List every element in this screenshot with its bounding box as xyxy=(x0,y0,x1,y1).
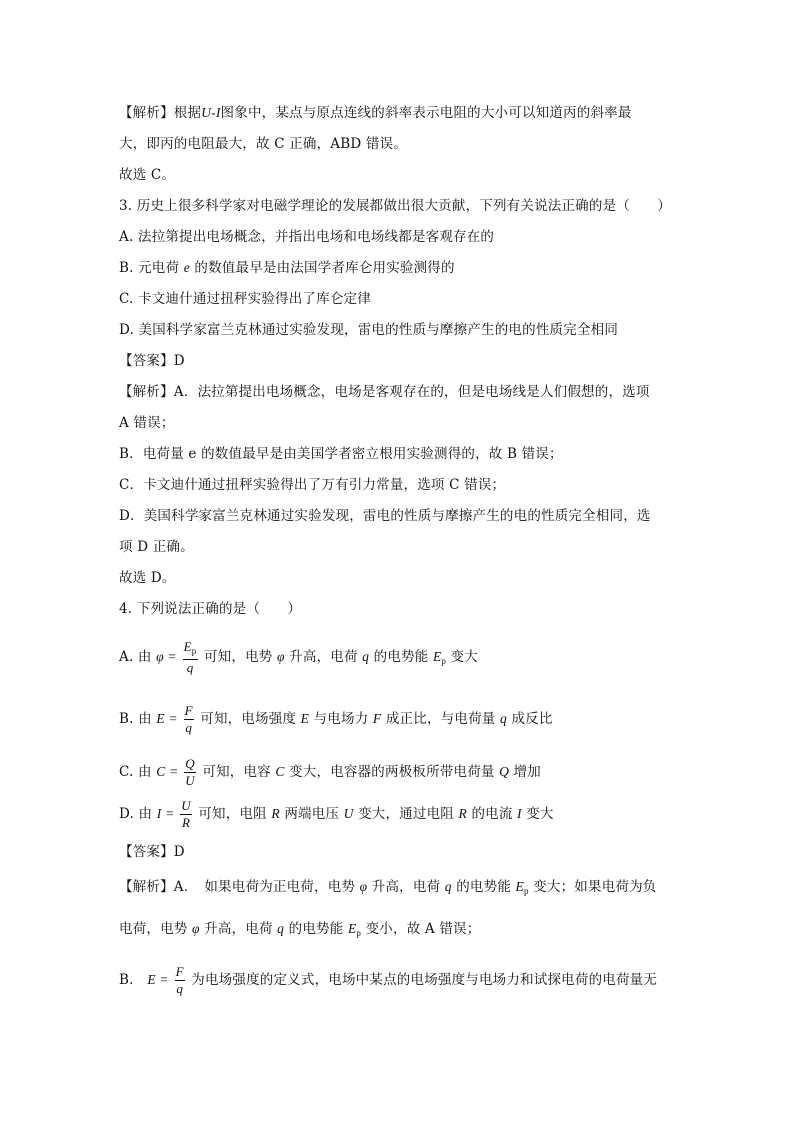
question-4-analysis-a-1 xyxy=(119,878,657,900)
text-segment: 的数值最早是由法国学者库仑用实验测得的 xyxy=(194,260,455,276)
text-segment: A. 由 xyxy=(119,649,152,665)
question-3-analysis-d-1: D．美国科学家富兰克林通过实验发现，雷电的性质与摩擦产生的电的性质完全相同，选 xyxy=(119,508,651,524)
text-segment: 成正比，与电荷量 xyxy=(385,711,496,727)
fraction-f-over-q xyxy=(175,965,185,996)
fraction-denominator: U xyxy=(185,773,195,788)
fraction-denominator: q xyxy=(186,660,194,675)
fraction-denominator: q xyxy=(185,720,193,735)
text-segment: 变大 xyxy=(450,649,478,665)
u-symbol: U xyxy=(343,806,354,821)
question-3-select: 故选 D。 xyxy=(119,570,176,586)
text-segment: B. 由 xyxy=(119,711,152,727)
analysis-line-2: 大，即丙的电阻最大，故 C 正确，ABD 错误。 xyxy=(119,136,407,152)
text-segment: 的电势能 xyxy=(373,649,429,665)
r-symbol: R xyxy=(458,806,467,821)
q-symbol: q xyxy=(277,921,285,936)
equals-sign: = xyxy=(165,806,174,821)
question-3-analysis-c: C．卡文迪什通过扭秤实验得出了万有引力常量，选项 C 错误； xyxy=(119,477,506,493)
text-segment: 变大 xyxy=(526,806,554,822)
r-symbol: R xyxy=(271,806,280,821)
fraction-numerator: F xyxy=(175,964,184,979)
question-3-answer: 【答案】D xyxy=(119,353,185,369)
question-3-option-b xyxy=(119,259,455,277)
text-segment: 升高，电荷 xyxy=(371,879,441,895)
question-4-stem: 4. 下列说法正确的是（ ） xyxy=(119,601,302,617)
text-segment: 升高，电荷 xyxy=(204,921,273,937)
ui-symbol: U-I xyxy=(201,105,221,120)
equals-sign: = xyxy=(160,972,169,987)
question-4-option-b xyxy=(119,699,553,739)
fraction-numerator: Q xyxy=(185,756,195,771)
question-4-option-c xyxy=(119,752,541,792)
text-segment: 变大，电容器的两极板所带电荷量 xyxy=(289,764,495,780)
text-segment: 【解析】A． 如果电荷为正电荷，电势 xyxy=(119,879,356,895)
fraction-u-over-r xyxy=(180,799,192,830)
text-segment: 可知，电势 xyxy=(204,649,273,665)
text-segment: B. 元电荷 xyxy=(119,260,180,276)
question-4-answer: 【答案】D xyxy=(119,844,185,860)
text-segment: 的电势能 xyxy=(456,879,512,895)
q-symbol: q xyxy=(444,879,452,894)
analysis-line-1 xyxy=(119,104,632,122)
text-segment: 变大；如果电荷为负 xyxy=(533,879,657,895)
i-symbol: I xyxy=(517,806,522,821)
phi-symbol: φ xyxy=(359,879,368,894)
e-symbol: e xyxy=(183,260,190,275)
text-segment: 变大，通过电阻 xyxy=(358,806,454,822)
text-segment: C. 由 xyxy=(119,764,152,780)
question-4-analysis-b xyxy=(119,960,657,1000)
ep-symbol: $E_p$ xyxy=(432,649,447,666)
phi-symbol: φ xyxy=(156,649,164,664)
question-3-analysis-a-2: A 错误； xyxy=(119,415,175,431)
question-4-option-d xyxy=(119,794,554,834)
question-4-option-a xyxy=(119,637,478,677)
fraction-numerator: U xyxy=(181,798,191,813)
fraction-numerator: $E_p$ xyxy=(183,640,198,660)
i-symbol: I xyxy=(156,806,162,821)
text-segment: 的电流 xyxy=(471,806,513,822)
select-answer-prev: 故选 C。 xyxy=(119,167,176,183)
text-segment: 图象中，某点与原点连线的斜率表示电阻的大小可以知道丙的斜率最 xyxy=(220,105,632,121)
equals-sign: = xyxy=(168,649,177,664)
text-segment: 可知，电场强度 xyxy=(200,711,297,727)
text-segment: 可知，电阻 xyxy=(198,806,267,822)
c-symbol: C xyxy=(275,764,285,779)
phi-symbol: φ xyxy=(277,649,285,664)
text-segment: B． xyxy=(119,972,143,988)
question-3-option-d: D. 美国科学家富兰克林通过实验发现，雷电的性质与摩擦产生的电的性质完全相同 xyxy=(119,322,619,338)
question-3-option-a: A. 法拉第提出电场概念，并指出电场和电场线都是客观存在的 xyxy=(119,229,495,245)
e-symbol: E xyxy=(156,711,165,726)
ep-symbol: $E_p$ xyxy=(515,879,529,896)
text-segment: 增加 xyxy=(513,764,541,780)
text-segment: 两端电压 xyxy=(284,806,340,822)
f-symbol: F xyxy=(372,711,382,726)
q-symbol: Q xyxy=(499,764,510,779)
q-symbol: q xyxy=(499,711,507,726)
text-segment: D. 由 xyxy=(119,806,153,822)
text-segment: 与电场力 xyxy=(313,711,369,727)
text-segment: 升高，电荷 xyxy=(289,649,358,665)
fraction-f-over-q xyxy=(184,704,194,735)
fraction-q-over-u xyxy=(184,757,196,788)
e-symbol: E xyxy=(147,972,156,987)
q-symbol: q xyxy=(362,649,370,664)
e-symbol: E xyxy=(300,711,310,726)
c-symbol: C xyxy=(156,764,166,779)
fraction-numerator: F xyxy=(184,703,193,718)
equals-sign: = xyxy=(169,711,178,726)
fraction-ep-over-q xyxy=(183,640,198,675)
text-segment: 变小，故 A 错误； xyxy=(365,921,481,937)
fraction-denominator: R xyxy=(181,815,191,830)
phi-symbol: φ xyxy=(192,921,200,936)
text-segment: 【解析】根据 xyxy=(119,105,202,121)
text-segment: 的电势能 xyxy=(288,921,344,937)
question-3-analysis-b: B．电荷量 e 的数值最早是由美国学者密立根用实验测得的，故 B 错误； xyxy=(119,446,563,462)
fraction-denominator: q xyxy=(176,981,184,996)
equals-sign: = xyxy=(169,764,178,779)
text-segment: 为电场强度的定义式，电场中某点的电场强度与电场力和试探电荷的电荷量无 xyxy=(191,972,658,988)
question-4-analysis-a-2 xyxy=(119,920,480,942)
question-3-stem: 3. 历史上很多科学家对电磁学理论的发展都做出很大贡献，下列有关说法正确的是（ ） xyxy=(119,198,672,214)
question-3-option-c: C. 卡文迪什通过扭秤实验得出了库仑定律 xyxy=(119,291,371,307)
question-3-analysis-d-2: 项 D 正确。 xyxy=(119,539,194,555)
question-3-analysis-a-1: 【解析】A．法拉第提出电场概念，电场是客观存在的，但是电场线是人们假想的，选项 xyxy=(119,384,650,400)
ep-symbol: $E_p$ xyxy=(347,921,362,938)
text-segment: 可知，电容 xyxy=(202,764,271,780)
text-segment: 成反比 xyxy=(511,711,553,727)
text-segment: 电荷，电势 xyxy=(119,921,188,937)
